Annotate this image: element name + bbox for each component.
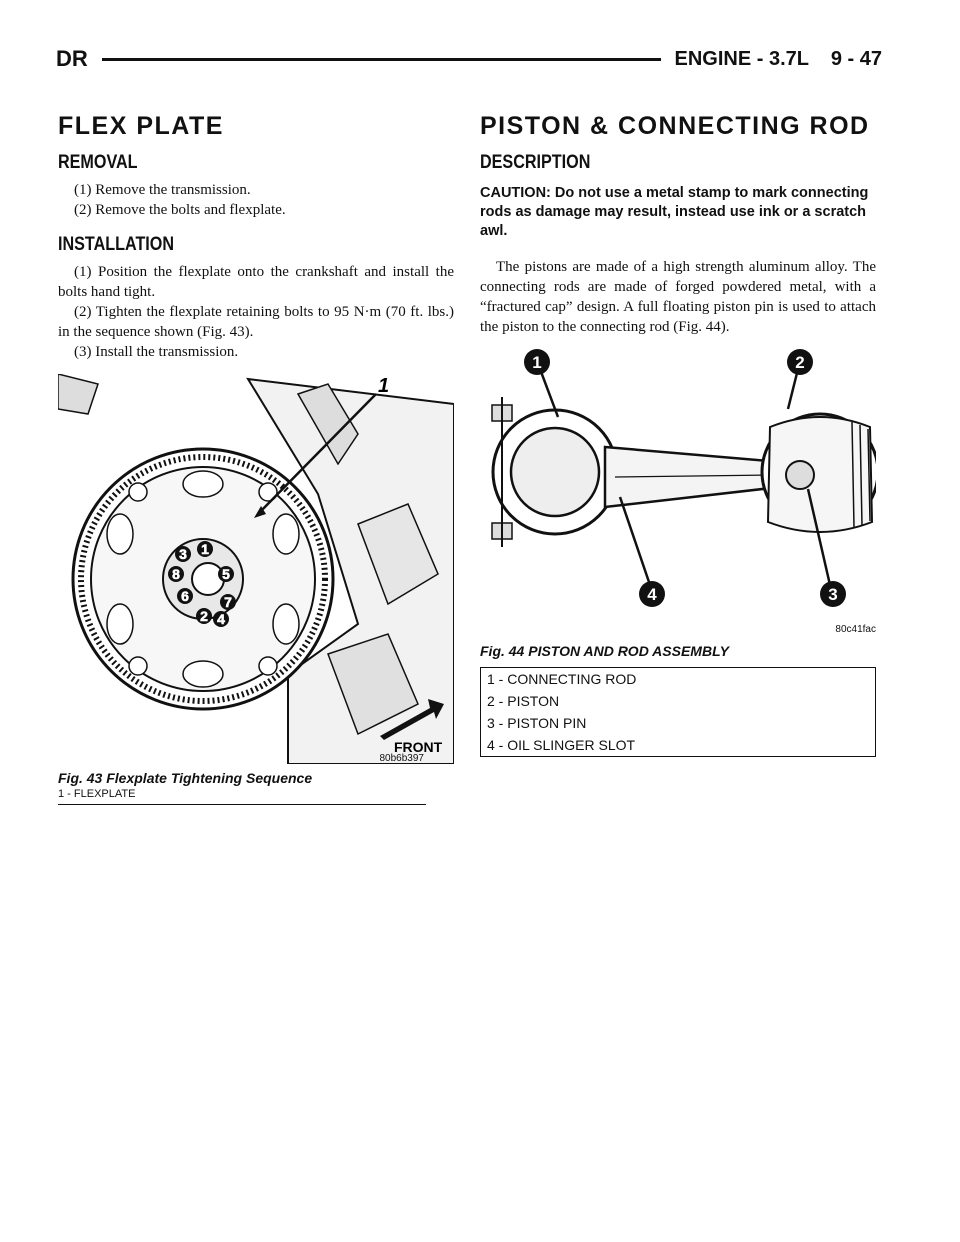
figure-43-code: 80b6b397 xyxy=(379,753,424,764)
header-page-info: ENGINE - 3.7L 9 - 47 xyxy=(674,47,882,70)
left-column xyxy=(58,104,454,805)
bolt-label-7: 7 xyxy=(224,594,232,610)
installation-step-1: (1) Position the flexplate onto the crankshaft and install the bolts hand tight. xyxy=(58,264,454,300)
bolt-label-1: 1 xyxy=(201,541,209,557)
bolt-label-2: 2 xyxy=(200,608,208,624)
bolt-label-4: 4 xyxy=(217,611,225,627)
callout-1: 1 xyxy=(378,375,390,397)
bolt-label-3: 3 xyxy=(179,546,187,562)
flex-plate-title: FLEX PLATE xyxy=(58,112,224,140)
figure-44-caption: Fig. 44 PISTON AND ROD ASSEMBLY xyxy=(480,643,729,659)
legend-item: 1 - CONNECTING ROD xyxy=(487,671,637,687)
removal-step-2: (2) Remove the bolts and flexplate. xyxy=(74,202,286,218)
caution-note: CAUTION: Do not use a metal stamp to mark connecting rods as damage may result, instead use ink or a scratch awl. xyxy=(480,185,869,239)
figure-44-legend xyxy=(480,667,876,757)
bolt-label-5: 5 xyxy=(222,566,230,582)
flexplate-illustration xyxy=(58,374,454,764)
description-heading: DESCRIPTION xyxy=(480,152,591,173)
legend-item: 4 - OIL SLINGER SLOT xyxy=(487,737,636,753)
page-header xyxy=(56,44,882,74)
installation-heading: INSTALLATION xyxy=(58,234,175,255)
piston-rod-title: PISTON & CONNECTING ROD xyxy=(480,112,870,140)
figure-44-code: 80c41fac xyxy=(835,624,876,635)
front-label: FRONT xyxy=(394,739,443,755)
figure-43-legend: 1 - FLEXPLATE xyxy=(58,788,426,805)
piston-rod-illustration xyxy=(480,347,876,637)
legend-item: 2 - PISTON xyxy=(487,693,560,709)
figure-44-piston-rod xyxy=(480,347,876,637)
figure-43-flexplate xyxy=(58,374,454,764)
header-section-code: DR xyxy=(56,46,88,71)
description-body: The pistons are made of a high strength aluminum alloy. The connecting rods are made of forged powdered metal, with a “fractured cap” design. A full floating piston pin is used to attach the piston to the connecting rod (Fig. 44). xyxy=(480,259,876,335)
callout-1: 1 xyxy=(532,353,542,372)
callout-2: 2 xyxy=(795,353,805,372)
removal-step-1: (1) Remove the transmission. xyxy=(74,182,251,198)
installation-step-3: (3) Install the transmission. xyxy=(74,344,239,360)
callout-3: 3 xyxy=(828,585,838,604)
legend-item: 3 - PISTON PIN xyxy=(487,715,587,731)
right-column xyxy=(480,104,876,757)
bolt-label-8: 8 xyxy=(172,566,180,582)
installation-step-2: (2) Tighten the flexplate retaining bolts to 95 N·m (70 ft. lbs.) in the sequence shown (Fig. 43). xyxy=(58,304,454,340)
figure-43-caption: Fig. 43 Flexplate Tightening Sequence xyxy=(58,770,313,786)
header-rule xyxy=(102,58,661,61)
bolt-label-6: 6 xyxy=(181,588,189,604)
removal-heading: REMOVAL xyxy=(58,152,138,173)
callout-4: 4 xyxy=(647,585,657,604)
